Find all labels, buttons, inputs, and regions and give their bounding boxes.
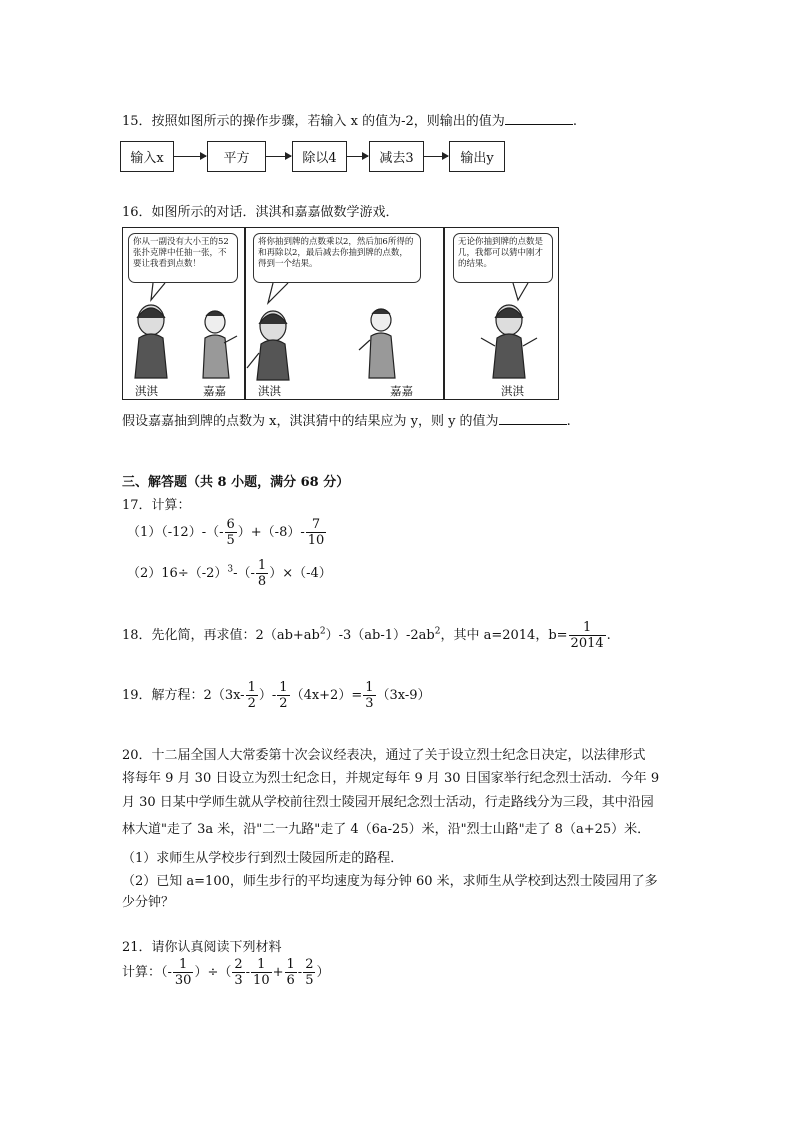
expr-text: （3x-9）	[376, 688, 431, 703]
fraction	[251, 957, 272, 988]
expr-text: ）-3（ab-1）-2ab	[325, 628, 435, 643]
q20-line: 将每年 9 月 30 日设立为烈士纪念日，并规定每年 9 月 30 日国家举行纪念烈士活动．今年 9	[122, 771, 660, 786]
fraction	[285, 957, 297, 988]
frac-den: 30	[174, 973, 192, 988]
expr-text: ）×（-4）	[269, 566, 332, 581]
frac-den: 2	[247, 696, 256, 711]
frac-den: 10	[307, 533, 325, 548]
frac-num: 1	[279, 680, 288, 695]
q20-subquestion-1: （1）求师生从学校步行到烈士陵园所走的路程．	[122, 851, 404, 866]
fraction	[256, 558, 268, 589]
frac-num: 2	[234, 957, 243, 972]
frac-den: 2	[279, 696, 288, 711]
q20-line: 20．十二届全国人大常委第十次会议经表决，通过了关于设立烈士纪念日决定，以法律形式	[122, 748, 646, 763]
fraction	[306, 517, 327, 548]
expr-text: 计算：（-	[122, 965, 172, 980]
name-label-qiqi: 淇淇	[135, 384, 158, 398]
fraction	[246, 680, 258, 711]
qiqi-figure	[481, 305, 537, 378]
flow-step-subtract	[369, 141, 424, 172]
expr-text: -	[245, 965, 251, 980]
fraction	[232, 957, 244, 988]
q15-answer-blank[interactable]	[505, 112, 573, 125]
frac-num: 7	[306, 517, 327, 533]
frac-num: 1	[257, 558, 267, 573]
name-label-qiqi: 淇淇	[258, 384, 281, 398]
bubble-text: 将你抽到牌的点数乘以2，然后加6所得的和再除以2，最后减去你抽到牌的点数，得到一个结果。	[258, 237, 414, 269]
jiajia-figure	[203, 311, 237, 378]
name-label-jiajia: 嘉嘉	[390, 384, 413, 398]
fraction	[277, 680, 289, 711]
expr-text: -（-	[233, 566, 255, 581]
flow-step-label: 平方	[223, 151, 250, 166]
flow-step-label: 输入x	[130, 151, 164, 166]
q20-line: 林大道"走了 3a 米，沿"二一九路"走了 4（6a-25）米，沿"烈士山路"走了 8（a+25）米．	[122, 822, 651, 837]
bubble-text: 你从一副没有大小王的52张扑克牌中任抽一张，不要让我看到点数！	[133, 237, 229, 269]
frac-den: 8	[257, 574, 267, 589]
frac-num: 1	[365, 680, 374, 695]
q18	[122, 620, 611, 651]
fraction	[363, 680, 375, 711]
frac-den: 3	[234, 973, 243, 988]
qiqi-figure	[247, 311, 289, 380]
flow-step-square	[207, 141, 266, 172]
comic-figures	[123, 228, 557, 398]
flow-arrow	[266, 156, 291, 157]
expr-text: +	[272, 965, 284, 980]
expr-text: ）	[316, 965, 330, 980]
frac-num: 1	[286, 957, 295, 972]
q21-title: 21．请你认真阅读下列材料	[122, 940, 282, 955]
frac-num: 1	[251, 957, 272, 973]
q17-title: 17．计算：	[122, 498, 191, 513]
frac-num: 6	[226, 517, 235, 532]
q20-subquestion-2-cont: 少分钟？	[122, 895, 175, 910]
q17-part2	[127, 558, 332, 589]
flow-step-label: 输出y	[460, 151, 494, 166]
flow-step-label: 除以4	[302, 151, 337, 166]
expr-text: （1）（-12）-（-	[127, 525, 224, 540]
bubble-text: 无论你抽到牌的点数是几，我都可以猜中刚才的结果。	[458, 237, 544, 269]
flow-step-divide	[292, 141, 347, 172]
comic-strip	[122, 227, 559, 400]
expr-text: ，其中 a=2014，b=	[440, 628, 568, 643]
q15-text	[122, 110, 577, 129]
frac-den: 2014	[570, 636, 604, 651]
qiqi-figure	[135, 305, 167, 378]
q20-subquestion-2: （2）已知 a=100，师生步行的平均速度为每分钟 60 米，求师生从学校到达烈士陵园用了多	[122, 874, 658, 889]
fraction	[225, 517, 237, 548]
expr-text: ）+（-8）-	[237, 525, 305, 540]
q19	[122, 680, 431, 711]
fraction	[569, 620, 606, 651]
frac-num: 1	[569, 620, 606, 636]
flow-step-output	[449, 141, 505, 172]
q15-prompt: 15．按照如图所示的操作步骤，若输入 x 的值为-2，则输出的值为	[122, 114, 505, 129]
expr-text: .	[606, 628, 611, 643]
frac-den: 10	[253, 973, 270, 988]
flow-arrow	[424, 156, 448, 157]
fraction	[173, 957, 194, 988]
expr-text: ）÷（	[194, 965, 232, 980]
frac-den: 5	[226, 533, 235, 548]
exponent: 2	[319, 626, 326, 637]
frac-num: 1	[247, 680, 256, 695]
q21-calc	[122, 957, 329, 988]
frac-num: 1	[173, 957, 194, 973]
q16-answer-blank[interactable]	[499, 412, 567, 425]
frac-den: 5	[305, 973, 314, 988]
exponent: 3	[227, 564, 234, 575]
q17-part1	[127, 517, 327, 548]
q16-question	[122, 410, 571, 429]
flow-arrow	[174, 156, 206, 157]
flow-step-input	[120, 141, 174, 172]
section-heading: 三、解答题（共 8 小题，满分 68 分）	[122, 475, 350, 490]
fraction	[303, 957, 315, 988]
q16-period: .	[566, 414, 571, 429]
expr-text: （4x+2）=	[290, 688, 363, 703]
expr-text: -	[297, 965, 303, 980]
frac-den: 3	[365, 696, 374, 711]
q15-period: .	[572, 114, 577, 129]
frac-den: 6	[286, 973, 295, 988]
flow-arrow	[347, 156, 368, 157]
exponent: 2	[434, 626, 441, 637]
q16-prompt: 假设嘉嘉抽到牌的点数为 x，淇淇猜中的结果应为 y，则 y 的值为	[122, 414, 499, 429]
q20-line: 月 30 日某中学师生就从学校前往烈士陵园开展纪念烈士活动，行走路线分为三段，其中沿园	[122, 795, 654, 810]
frac-num: 2	[305, 957, 314, 972]
jiajia-figure	[359, 309, 395, 378]
expr-text: 19．解方程：2（3x-	[122, 688, 245, 703]
q16-intro: 16．如图所示的对话．淇淇和嘉嘉做数学游戏．	[122, 205, 399, 220]
flow-step-label: 减去3	[379, 151, 414, 166]
expr-text: 18．先化简，再求值：2（ab+ab	[122, 628, 320, 643]
name-label-qiqi: 淇淇	[501, 384, 524, 398]
expr-text: （2）16÷（-2）	[127, 566, 228, 581]
name-label-jiajia: 嘉嘉	[203, 384, 226, 398]
expr-text: ）-	[258, 688, 277, 703]
